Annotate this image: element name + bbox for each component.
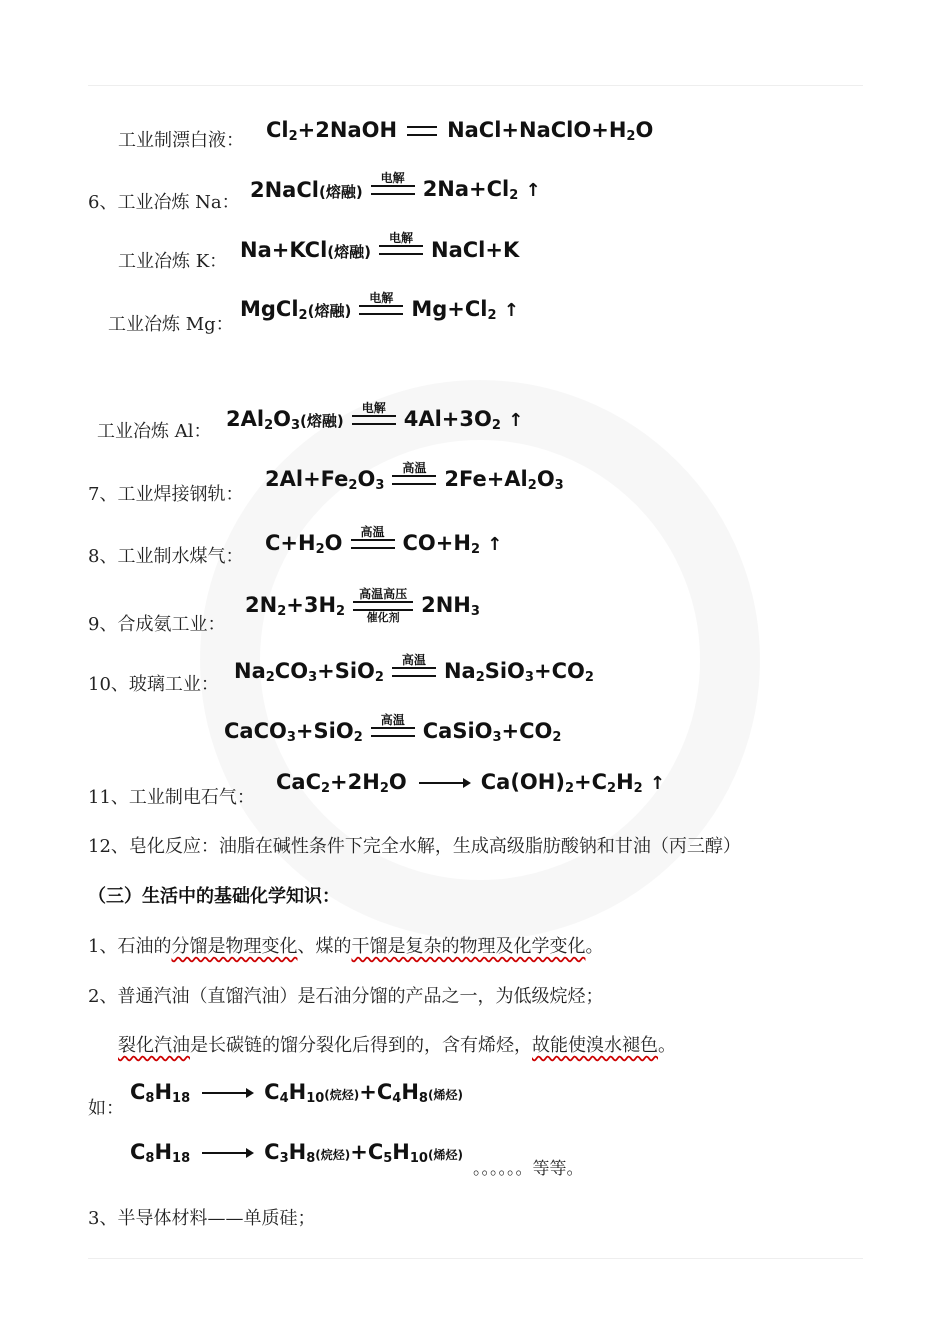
line-label-al: 工业冶炼 Al： xyxy=(97,421,212,442)
line-label-water-gas: 8、工业制水煤气： xyxy=(88,546,244,567)
line-label-acetylene: 11、工业制电石气： xyxy=(88,787,255,808)
equation-cracking-1: $C_8H_{18}$ $C_4H_{10}$(烷烃)$+C_4H_8$(烯烃) xyxy=(130,1080,463,1106)
example-label: 如： xyxy=(88,1098,124,1119)
section-heading: （三）生活中的基础化学知识： xyxy=(88,886,340,907)
line-label-bleach: 工业制漂白液： xyxy=(118,130,244,151)
line-label-ammonia: 9、合成氨工业： xyxy=(88,614,226,635)
line-label-k: 工业冶炼 K： xyxy=(118,251,228,272)
item-2-cracked-gasoline: 裂化汽油是长碳链的馏分裂化后得到的，含有烯烃，故能使溴水褪色。 xyxy=(118,1035,676,1056)
equation-acetylene: $CaC_2+2H_2O$ $Ca(OH)_2+C_2H_2$ ↑ xyxy=(276,770,666,796)
header-rule xyxy=(88,85,863,86)
equation-glass-1: $Na_2CO_3+SiO_2$ 高温 $Na_2SiO_3+CO_2$ xyxy=(234,653,594,685)
item-2: 2、普通汽油（直馏汽油）是石油分馏的产品之一，为低级烷烃； xyxy=(88,986,604,1007)
item-3: 3、半导体材料——单质硅； xyxy=(88,1208,316,1229)
equation-weld: $2Al+Fe_2O_3$ 高温 $2Fe+Al_2O_3$ xyxy=(265,461,564,493)
equation-na: 2NaCl(熔融) 电解 $2Na+Cl_2$ ↑ xyxy=(250,171,541,203)
equation-cracking-2: $C_8H_{18}$ $C_3H_8$(烷烃)$+C_5H_{10}$(烯烃) xyxy=(130,1140,463,1166)
line-label-weld: 7、工业焊接钢轨： xyxy=(88,484,244,505)
line-label-na: 6、工业冶炼 Na： xyxy=(88,192,240,213)
saponification-text: 12、皂化反应：油脂在碱性条件下完全水解，生成高级脂肪酸钠和甘油（丙三醇） xyxy=(88,836,741,857)
equation-mg: MgCl$_2$(熔融) 电解 $Mg+Cl_2$ ↑ xyxy=(240,291,519,323)
item-1: 1、石油的分馏是物理变化、煤的干馏是复杂的物理及化学变化。 xyxy=(88,936,604,957)
footer-rule xyxy=(88,1258,863,1259)
equation-water-gas: $C+H_2O$ 高温 $CO+H_2$ ↑ xyxy=(265,525,503,557)
line-label-glass: 10、玻璃工业： xyxy=(88,674,219,695)
equation-al: $2Al_2O_3$(熔融) 电解 $4Al+3O_2$ ↑ xyxy=(226,401,524,433)
equation-k: Na+KCl(熔融) 电解 NaCl+K xyxy=(240,231,520,262)
line-label-mg: 工业冶炼 Mg： xyxy=(108,314,234,335)
example-tail: 。。。。。。等等。 xyxy=(473,1159,584,1179)
equation-ammonia: $2N_2+3H_2$ 高温高压 催化剂 $2NH_3$ xyxy=(245,587,480,624)
equation-glass-2: CaCO$_3$+SiO$_2$ 高温 $CaSiO_3+CO_2$ xyxy=(224,713,562,745)
equation-bleach: $Cl_2+2NaOH$ $NaCl+NaClO+H_2O$ xyxy=(266,118,654,144)
